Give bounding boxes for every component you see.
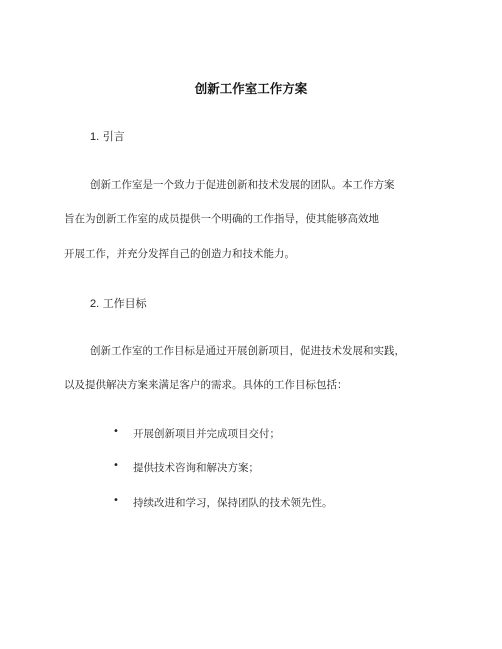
section-title: 引言 (102, 130, 125, 143)
section-number: 1. (90, 131, 100, 143)
section-heading-introduction (90, 128, 125, 144)
list-item-text: 持续改进和学习，保持团队的技术领先性。 (133, 497, 333, 509)
paragraph-line: 以及提供解决方案来满足客户的需求。具体的工作目标包括： (64, 379, 348, 391)
document-title: 创新工作室工作方案 (194, 81, 308, 96)
paragraph-line: 创新工作室是一个致力于促进创新和技术发展的团队。本工作方案 (90, 179, 395, 191)
section-title: 工作目标 (102, 297, 147, 310)
list-item-text: 提供技术咨询和解决方案； (133, 462, 259, 474)
bullet-icon: • (113, 426, 119, 437)
paragraph-line: 创新工作室的工作目标是通过开展创新项目，促进技术发展和实践， (90, 345, 405, 357)
paragraph-line: 开展工作，并充分发挥自己的创造力和技术能力。 (64, 248, 295, 260)
list-item-text: 开展创新项目并完成项目交付； (133, 428, 280, 440)
section-heading-goals (90, 295, 147, 311)
paragraph-line: 旨在为创新工作室的成员提供一个明确的工作指导，使其能够高效地 (64, 213, 379, 225)
bullet-icon: • (113, 460, 119, 471)
bullet-icon: • (113, 495, 119, 506)
section-number: 2. (90, 298, 100, 310)
